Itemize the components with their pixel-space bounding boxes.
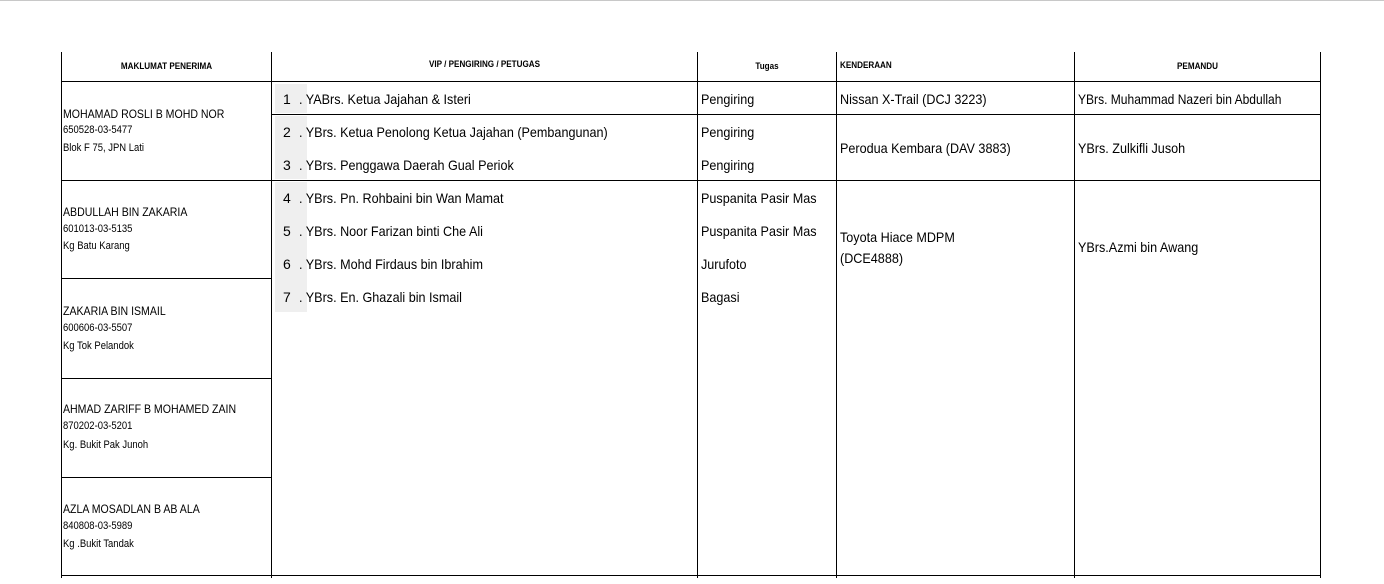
header-recipient: MAKLUMAT PENERIMA bbox=[120, 61, 213, 71]
header-duty: Tugas bbox=[755, 61, 779, 71]
column-divider bbox=[697, 52, 698, 578]
entry-name: . YBrs. Ketua Penolong Ketua Jajahan (Pembangunan) bbox=[299, 124, 608, 140]
entry-duty: Pengiring bbox=[701, 157, 755, 173]
row-divider bbox=[61, 378, 272, 379]
page-top-border bbox=[0, 0, 1384, 1]
recipient-address: Kg Tok Pelandok bbox=[63, 340, 134, 352]
header-vehicle: KENDERAAN bbox=[840, 60, 892, 70]
entry-number: 7 bbox=[283, 289, 291, 305]
column-divider bbox=[271, 52, 272, 578]
header-vip: VIP / PENGIRING / PETUGAS bbox=[428, 59, 541, 69]
recipient-ic: 870202-03-5201 bbox=[63, 420, 133, 432]
entry-number: 6 bbox=[283, 256, 291, 272]
row-divider bbox=[61, 180, 1321, 181]
row-divider bbox=[61, 477, 272, 478]
driver-name: YBrs.Azmi bin Awang bbox=[1078, 239, 1199, 255]
recipient-ic: 601013-03-5135 bbox=[63, 223, 133, 235]
driver-name: YBrs. Zulkifli Jusoh bbox=[1078, 140, 1186, 156]
entry-number: 5 bbox=[283, 223, 291, 239]
recipient-name: MOHAMAD ROSLI B MOHD NOR bbox=[63, 107, 225, 121]
recipient-ic: 650528-03-5477 bbox=[63, 124, 133, 136]
entry-duty: Puspanita Pasir Mas bbox=[701, 190, 817, 206]
entry-number: 4 bbox=[283, 190, 291, 206]
row-divider bbox=[271, 114, 1321, 115]
recipient-address: Kg Batu Karang bbox=[63, 240, 130, 252]
recipient-name: AHMAD ZARIFF B MOHAMED ZAIN bbox=[63, 402, 237, 416]
entry-name: . YBrs. En. Ghazali bin Ismail bbox=[299, 289, 462, 305]
table-border-left bbox=[61, 52, 62, 578]
recipient-name: ABDULLAH BIN ZAKARIA bbox=[63, 205, 188, 219]
entry-name: . YABrs. Ketua Jajahan & Isteri bbox=[299, 91, 471, 107]
vehicle-name: Perodua Kembara (DAV 3883) bbox=[840, 140, 1011, 156]
recipient-ic: 600606-03-5507 bbox=[63, 322, 133, 334]
header-bottom-line bbox=[61, 81, 1321, 82]
vehicle-name: Toyota Hiace MDPM bbox=[840, 229, 955, 245]
recipient-address: Kg. Bukit Pak Junoh bbox=[63, 439, 149, 451]
recipient-name: AZLA MOSADLAN B AB ALA bbox=[63, 502, 200, 516]
entry-duty: Jurufoto bbox=[701, 256, 747, 272]
table-bottom-line bbox=[61, 575, 1321, 576]
column-divider bbox=[1074, 52, 1075, 578]
entry-name: . YBrs. Penggawa Daerah Gual Periok bbox=[299, 157, 514, 173]
column-divider bbox=[836, 52, 837, 578]
table-border-right bbox=[1320, 52, 1321, 578]
row-divider bbox=[61, 278, 272, 279]
vehicle-name: Nissan X-Trail (DCJ 3223) bbox=[840, 91, 987, 107]
entry-name: . YBrs. Noor Farizan binti Che Ali bbox=[299, 223, 483, 239]
recipient-address: Kg .Bukit Tandak bbox=[63, 538, 134, 550]
recipient-address: Blok F 75, JPN Lati bbox=[63, 142, 144, 154]
header-driver: PEMANDU bbox=[1177, 61, 1218, 71]
entry-duty: Puspanita Pasir Mas bbox=[701, 223, 817, 239]
entry-number: 3 bbox=[283, 157, 291, 173]
entry-name: . YBrs. Mohd Firdaus bin Ibrahim bbox=[299, 256, 483, 272]
entry-name: . YBrs. Pn. Rohbaini bin Wan Mamat bbox=[299, 190, 504, 206]
vehicle-plate: (DCE4888) bbox=[840, 250, 904, 266]
entry-duty: Pengiring bbox=[701, 124, 755, 140]
recipient-ic: 840808-03-5989 bbox=[63, 520, 133, 532]
recipient-name: ZAKARIA BIN ISMAIL bbox=[63, 304, 166, 318]
entry-number: 2 bbox=[283, 124, 291, 140]
entry-number: 1 bbox=[283, 91, 291, 107]
entry-duty: Bagasi bbox=[701, 289, 740, 305]
entry-duty: Pengiring bbox=[701, 91, 755, 107]
driver-name: YBrs. Muhammad Nazeri bin Abdullah bbox=[1078, 91, 1282, 107]
